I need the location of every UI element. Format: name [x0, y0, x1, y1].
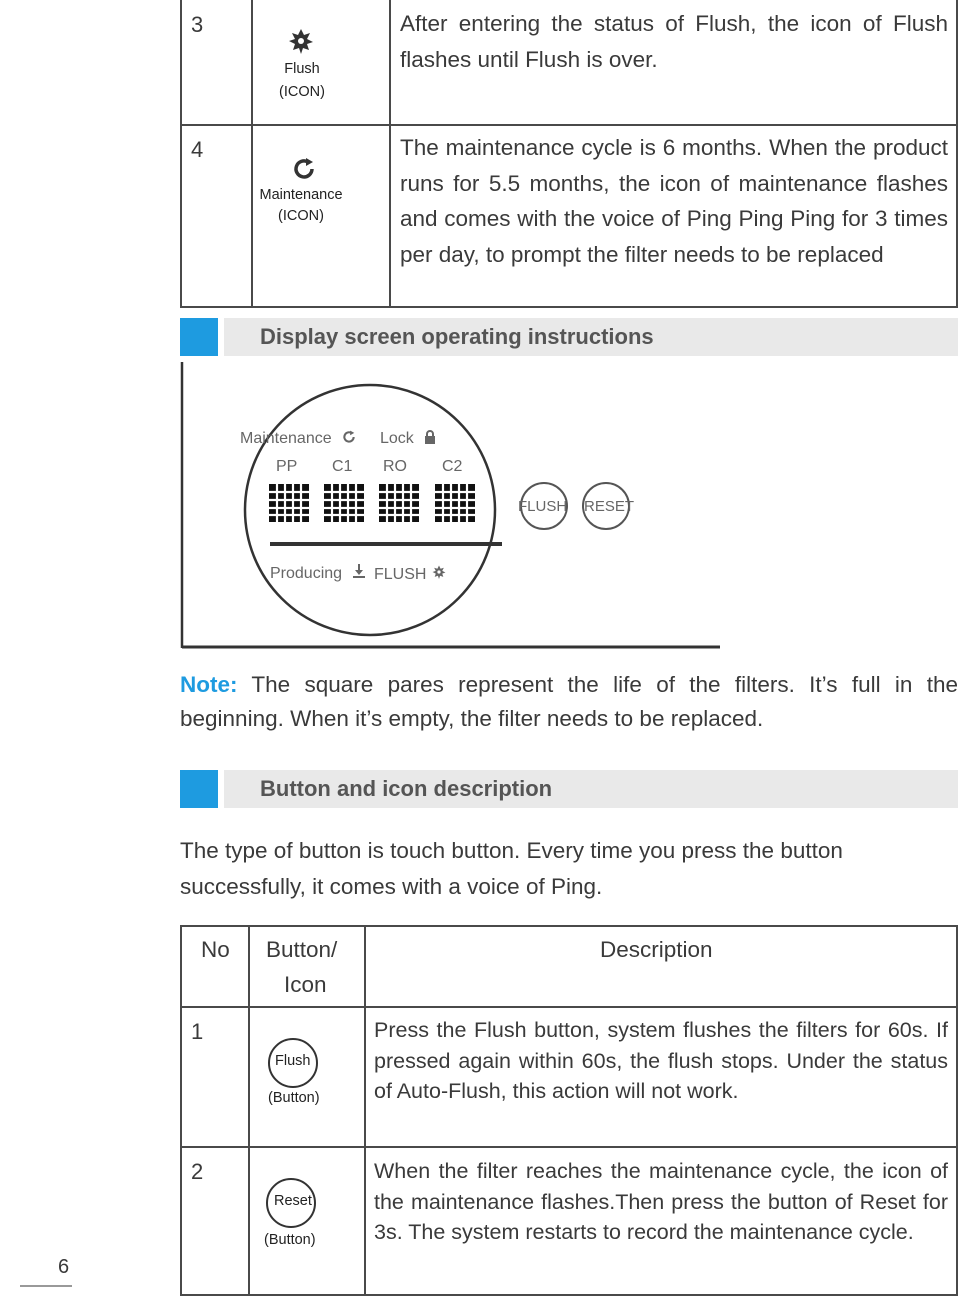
filter-label-pp: PP: [276, 458, 298, 475]
button-label: Flush: [275, 1053, 311, 1069]
producing-icon: [352, 563, 366, 579]
button-sub-label: (Button): [268, 1090, 320, 1106]
header-description: Description: [600, 937, 713, 962]
lock-icon: [424, 430, 436, 444]
maintenance-icon: [342, 430, 356, 444]
icon-sub-label: (ICON): [279, 84, 325, 100]
reset-button-label: RESET: [584, 498, 635, 515]
icon-sub-label: (ICON): [278, 208, 324, 224]
row-description: The maintenance cycle is 6 months. When the product runs for 5.5 months, the icon of maintenance flashes and comes with the voice of Ping Ping Ping for 3 times per day, to prompt the filter needs to be replaced: [400, 135, 948, 267]
flush-status-icon: [432, 565, 446, 579]
filter-label-ro: RO: [383, 458, 407, 475]
note-paragraph: [180, 668, 958, 736]
table-divider: [180, 1006, 958, 1008]
table-divider: [248, 925, 250, 1296]
button-sub-label: (Button): [264, 1232, 316, 1248]
display-diagram: [180, 360, 820, 650]
filter-label-c2: C2: [442, 458, 463, 475]
table-divider: [251, 0, 253, 308]
row-number: 4: [191, 137, 204, 162]
flush-button-label: FLUSH: [518, 498, 568, 515]
note-text: The square pares represent the life of the filters. It’s full in the beginning. When it’s empty, the filter needs to be replaced.: [180, 672, 958, 731]
filter-label-c1: C1: [332, 458, 353, 475]
maintenance-icon: [292, 157, 316, 181]
table-divider: [180, 1146, 958, 1148]
page-number: 6: [58, 1256, 70, 1278]
header-button-icon-2: Icon: [284, 972, 327, 997]
row-description: After entering the status of Flush, the icon of Flush flashes until Flush is over.: [400, 11, 948, 72]
header-button-icon: Button/: [266, 937, 338, 962]
row-number: 1: [191, 1019, 204, 1044]
table-divider: [364, 925, 366, 1296]
table-divider: [180, 124, 958, 126]
flush-icon: [288, 28, 314, 54]
row-number: 2: [191, 1159, 204, 1184]
section-marker: [180, 770, 218, 808]
filter-life-grid-ro: [378, 483, 420, 523]
section-title: Button and icon description: [260, 776, 553, 801]
button-label: Reset: [274, 1193, 312, 1209]
filter-life-grid-pp: [268, 483, 310, 523]
header-no: No: [201, 937, 230, 962]
filter-life-grid-c2: [434, 483, 476, 523]
maintenance-label: Maintenance: [240, 430, 332, 447]
flush-status-label: FLUSH: [374, 566, 427, 583]
section-title: Display screen operating instructions: [260, 324, 654, 349]
buttons-intro: The type of button is touch button. Every time you press the button successfully, it comes with a voice of Ping.: [180, 838, 843, 899]
section-header: [180, 318, 958, 356]
row-number: 3: [191, 12, 204, 37]
filter-life-grid-c1: [323, 483, 365, 523]
section-header: [180, 770, 958, 808]
lock-label: Lock: [380, 430, 414, 447]
icon-label: Maintenance: [259, 187, 343, 203]
section-marker: [180, 318, 218, 356]
note-label: Note:: [180, 672, 238, 697]
table-divider: [389, 0, 391, 308]
icon-label: Flush: [284, 61, 320, 77]
row-description: Press the Flush button, system flushes the filters for 60s. If pressed again within 60s, the flush stops. Under the status of Auto-Flush, this action will not work.: [374, 1018, 948, 1103]
producing-label: Producing: [270, 565, 343, 582]
row-description: When the filter reaches the maintenance cycle, the icon of the maintenance flashes.Then press the button of Reset for 3s. The system restarts to record the maintenance cycle.: [374, 1159, 948, 1244]
page-number-rule: [20, 1285, 72, 1287]
